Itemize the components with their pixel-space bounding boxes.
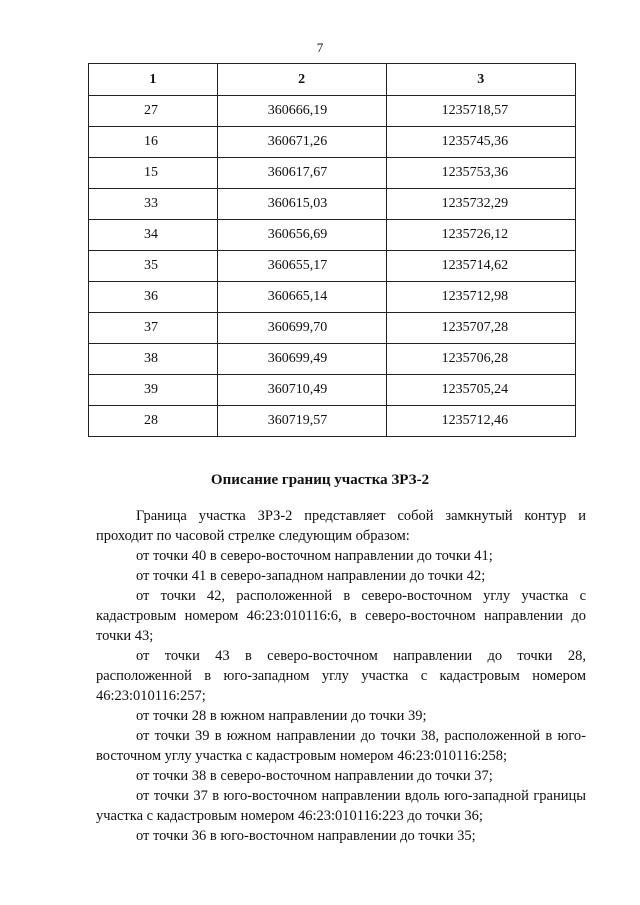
- table-row: [89, 251, 576, 282]
- coordinate-y: 1235706,28: [386, 344, 575, 375]
- column-header: 2: [217, 64, 386, 96]
- point-number: 28: [89, 406, 218, 437]
- paragraph: от точки 37 в юго-восточном направлении вдоль юго-западной границы участка с кадастровым номером 46:23:010116:223 до точки 36;: [96, 788, 586, 824]
- coordinate-x: 360615,03: [217, 189, 386, 220]
- point-number: 38: [89, 344, 218, 375]
- coordinate-y: 1235753,36: [386, 158, 575, 189]
- point-number: 33: [89, 189, 218, 220]
- coordinates-table: [88, 63, 576, 437]
- table-row: [89, 220, 576, 251]
- coordinate-y: 1235745,36: [386, 127, 575, 158]
- coordinate-x: 360656,69: [217, 220, 386, 251]
- coordinate-x: 360699,70: [217, 313, 386, 344]
- paragraph: от точки 28 в южном направлении до точки 39;: [136, 708, 427, 724]
- coordinate-x: 360665,14: [217, 282, 386, 313]
- table-row: [89, 158, 576, 189]
- point-number: 15: [89, 158, 218, 189]
- coordinate-x: 360655,17: [217, 251, 386, 282]
- coordinate-y: 1235714,62: [386, 251, 575, 282]
- column-header: 3: [386, 64, 575, 96]
- paragraph: от точки 40 в северо-восточном направлении до точки 41;: [136, 548, 493, 564]
- table-row: [89, 406, 576, 437]
- page-number: 7: [316, 40, 324, 55]
- table-row: [89, 344, 576, 375]
- coordinate-x: 360671,26: [217, 127, 386, 158]
- point-number: 16: [89, 127, 218, 158]
- point-number: 34: [89, 220, 218, 251]
- coordinate-y: 1235712,46: [386, 406, 575, 437]
- paragraph: от точки 42, расположенной в северо-восточном углу участка с кадастровым номером 46:23:010116:6, в северо-восточном направлении до точки 43;: [96, 588, 586, 644]
- point-number: 35: [89, 251, 218, 282]
- table-row: [89, 96, 576, 127]
- coordinate-y: 1235726,12: [386, 220, 575, 251]
- coordinate-y: 1235707,28: [386, 313, 575, 344]
- point-number: 37: [89, 313, 218, 344]
- column-header: 1: [89, 64, 218, 96]
- coordinate-y: 1235712,98: [386, 282, 575, 313]
- coordinate-x: 360699,49: [217, 344, 386, 375]
- coordinate-y: 1235732,29: [386, 189, 575, 220]
- table-header-row: [89, 64, 576, 96]
- table-row: [89, 282, 576, 313]
- paragraph: от точки 36 в юго-восточном направлении до точки 35;: [136, 828, 476, 844]
- boundary-description: [96, 506, 586, 846]
- paragraph: от точки 41 в северо-западном направлении до точки 42;: [136, 568, 486, 584]
- paragraph: от точки 39 в южном направлении до точки 38, расположенной в юго-восточном углу участка с кадастровым номером 46:23:010116:258;: [96, 728, 586, 764]
- paragraph: Граница участка ЗРЗ-2 представляет собой замкнутый контур и проходит по часовой стрелке следующим образом:: [96, 508, 586, 544]
- table-row: [89, 189, 576, 220]
- coordinate-y: 1235705,24: [386, 375, 575, 406]
- point-number: 39: [89, 375, 218, 406]
- paragraph: от точки 38 в северо-восточном направлении до точки 37;: [136, 768, 493, 784]
- coordinate-y: 1235718,57: [386, 96, 575, 127]
- table-row: [89, 375, 576, 406]
- table-row: [89, 127, 576, 158]
- coordinate-x: 360617,67: [217, 158, 386, 189]
- point-number: 27: [89, 96, 218, 127]
- point-number: 36: [89, 282, 218, 313]
- table-row: [89, 313, 576, 344]
- coordinate-x: 360710,49: [217, 375, 386, 406]
- section-title: Описание границ участка ЗРЗ-2: [210, 472, 430, 488]
- paragraph: от точки 43 в северо-восточном направлении до точки 28, расположенной в юго-западном углу участка с кадастровым номером 46:23:010116:257;: [96, 648, 586, 704]
- coordinate-x: 360719,57: [217, 406, 386, 437]
- coordinate-x: 360666,19: [217, 96, 386, 127]
